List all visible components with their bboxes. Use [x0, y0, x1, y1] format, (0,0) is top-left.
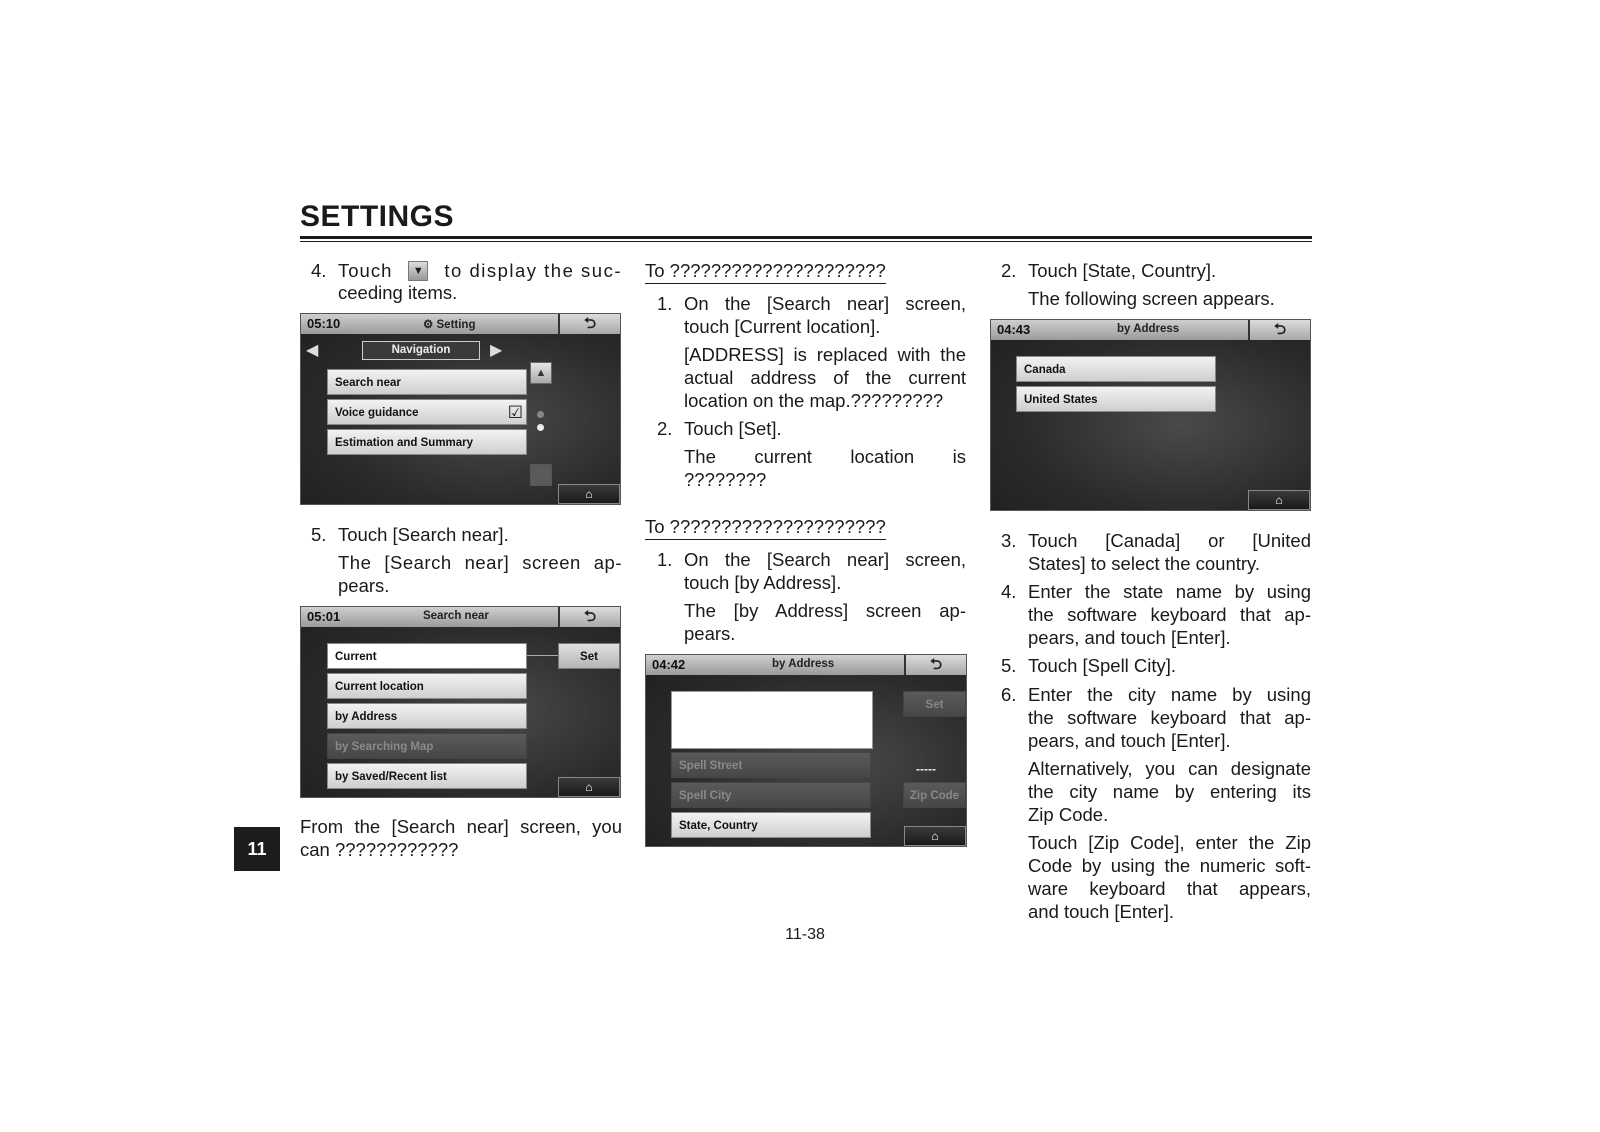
tab-navigation[interactable]: Navigation: [362, 341, 480, 360]
step-2-note: The following screen appears.: [1028, 288, 1275, 309]
zip-code-button[interactable]: Zip Code: [903, 782, 966, 808]
current-field[interactable]: Current: [327, 643, 527, 669]
step-2-note-line-2: ????????: [684, 469, 767, 490]
title-rule-thin: [300, 241, 1312, 242]
step-4-line-2: ceeding items.: [338, 282, 458, 303]
step-1-note-line-1: [ADDRESS] is replaced with the: [684, 344, 966, 365]
step-number: 2.: [1001, 260, 1017, 281]
screen-title: by Address: [772, 658, 835, 670]
section-heading: [645, 259, 886, 284]
step-number: 2.: [657, 418, 673, 439]
back-button[interactable]: ⮌: [558, 314, 620, 334]
step-5-text: Touch [Search near].: [338, 524, 509, 545]
search-near-screen: [300, 606, 621, 798]
step-2-text: Touch [Set].: [684, 418, 782, 439]
screen-title-text: Setting: [436, 319, 476, 331]
step-1-note-line-1: The [by Address] screen ap-: [684, 600, 966, 621]
outro-line-2: can ????????????: [300, 839, 459, 860]
menu-item-canada[interactable]: Canada: [1016, 356, 1216, 382]
home-icon[interactable]: ⌂: [558, 484, 620, 504]
by-address-screen: [645, 654, 967, 847]
zip-note-line-1: Touch [Zip Code], enter the Zip: [1028, 832, 1311, 853]
step-1-note-line-2: pears.: [684, 623, 736, 644]
step-3-line-1: Touch [Canada] or [United: [1028, 530, 1311, 551]
scroll-up-icon[interactable]: ▲: [530, 362, 552, 384]
menu-item-spell-street[interactable]: Spell Street: [671, 752, 871, 778]
alt-note-line-1: Alternatively, you can designate: [1028, 758, 1311, 779]
step-number: 3.: [1001, 530, 1017, 551]
alt-note-line-2: the city name by entering its: [1028, 781, 1311, 802]
step-1-note-line-2: actual address of the current: [684, 367, 966, 388]
menu-item-search-near[interactable]: Search near: [327, 369, 527, 395]
address-input[interactable]: [671, 691, 873, 749]
screen-title: Search near: [423, 610, 489, 622]
menu-item-voice-guidance[interactable]: [327, 399, 527, 425]
step-6-line-3: pears, and touch [Enter].: [1028, 730, 1231, 751]
checkbox[interactable]: ☑: [507, 403, 523, 422]
zip-code-value: -----: [916, 762, 936, 776]
menu-item-by-searching-map[interactable]: by Searching Map: [327, 733, 527, 759]
set-button[interactable]: Set: [903, 691, 966, 717]
step-6-line-1: Enter the city name by using: [1028, 684, 1311, 705]
clock: 04:43: [997, 322, 1031, 337]
step-1-line-1: On the [Search near] screen,: [684, 293, 966, 314]
menu-item-spell-city[interactable]: Spell City: [671, 782, 871, 808]
prev-arrow-icon[interactable]: ◀: [306, 342, 319, 359]
step-5-note-line-1: The [Search near] screen ap-: [338, 552, 622, 573]
zip-note-line-4: and touch [Enter].: [1028, 901, 1175, 922]
title-rule: [300, 236, 1312, 239]
step-5-note-line-2: pears.: [338, 575, 390, 596]
step-3-line-2: States] to select the country.: [1028, 553, 1261, 574]
scroll-down-icon[interactable]: [530, 464, 552, 486]
step-1-note-line-3: location on the map.?????????: [684, 390, 944, 411]
next-arrow-icon[interactable]: ▶: [490, 342, 503, 359]
settings-screen: [300, 313, 621, 505]
step-number: 5.: [311, 524, 327, 545]
home-icon[interactable]: ⌂: [558, 777, 620, 797]
step-4-text-a: Touch: [338, 260, 393, 281]
outro-line-1: From the [Search near] screen, you: [300, 816, 622, 837]
down-triangle-icon: ▼: [408, 261, 428, 281]
gear-icon: ⚙: [423, 319, 434, 331]
section-heading: [645, 515, 886, 540]
clock: 05:10: [307, 316, 341, 331]
back-button[interactable]: ⮌: [558, 607, 620, 627]
clock: 04:42: [652, 657, 686, 672]
zip-note-line-3: ware keyboard that appears,: [1028, 878, 1311, 899]
screen-title: [423, 317, 476, 331]
back-button[interactable]: ⮌: [904, 655, 966, 675]
page-number: 11-38: [785, 926, 825, 943]
menu-item-saved-recent[interactable]: by Saved/Recent list: [327, 763, 527, 789]
section-heading-text: To ?????????????????????: [645, 259, 886, 284]
step-2-note-line-1: The current location is: [684, 446, 966, 467]
screen-title: by Address: [1117, 323, 1180, 335]
menu-item-state-country[interactable]: State, Country: [671, 812, 871, 838]
step-number: 4.: [1001, 581, 1017, 602]
step-number: 1.: [657, 549, 673, 570]
step-1-line-2: touch [Current location].: [684, 316, 881, 337]
step-6-line-2: the software keyboard that ap-: [1028, 707, 1311, 728]
step-number: 5.: [1001, 655, 1017, 676]
step-4-line-2: the software keyboard that ap-: [1028, 604, 1311, 625]
step-number: 1.: [657, 293, 673, 314]
step-4-text-b: to display the suc-: [444, 260, 622, 281]
country-select-screen: [990, 319, 1311, 511]
menu-item-by-address[interactable]: by Address: [327, 703, 527, 729]
back-button[interactable]: ⮌: [1248, 320, 1310, 340]
step-1-line-2: touch [by Address].: [684, 572, 842, 593]
step-number: 6.: [1001, 684, 1017, 705]
clock: 05:01: [307, 609, 341, 624]
page-indicator-icon: [537, 411, 544, 418]
section-heading-text: To ?????????????????????: [645, 515, 886, 540]
step-4-line-3: pears, and touch [Enter].: [1028, 627, 1231, 648]
menu-item-current-location[interactable]: Current location: [327, 673, 527, 699]
zip-note-line-2: Code by using the numeric soft-: [1028, 855, 1311, 876]
step-4-line-1: [338, 259, 622, 282]
step-5-text: Touch [Spell City].: [1028, 655, 1177, 676]
connector-line: [527, 655, 559, 656]
step-number: 4.: [311, 260, 327, 281]
page-indicator-active-icon: [537, 424, 544, 431]
alt-note-line-3: Zip Code.: [1028, 804, 1109, 825]
home-icon[interactable]: ⌂: [1248, 490, 1310, 510]
step-2-text: Touch [State, Country].: [1028, 260, 1217, 281]
home-icon[interactable]: ⌂: [904, 826, 966, 846]
step-4-line-1: Enter the state name by using: [1028, 581, 1311, 602]
set-button[interactable]: Set: [558, 643, 620, 669]
menu-item-label: Voice guidance: [335, 407, 419, 419]
step-1-line-1: On the [Search near] screen,: [684, 549, 966, 570]
page-title: SETTINGS: [300, 200, 455, 233]
menu-item-estimation-summary[interactable]: Estimation and Summary: [327, 429, 527, 455]
chapter-tab: 11: [234, 827, 280, 871]
menu-item-united-states[interactable]: United States: [1016, 386, 1216, 412]
